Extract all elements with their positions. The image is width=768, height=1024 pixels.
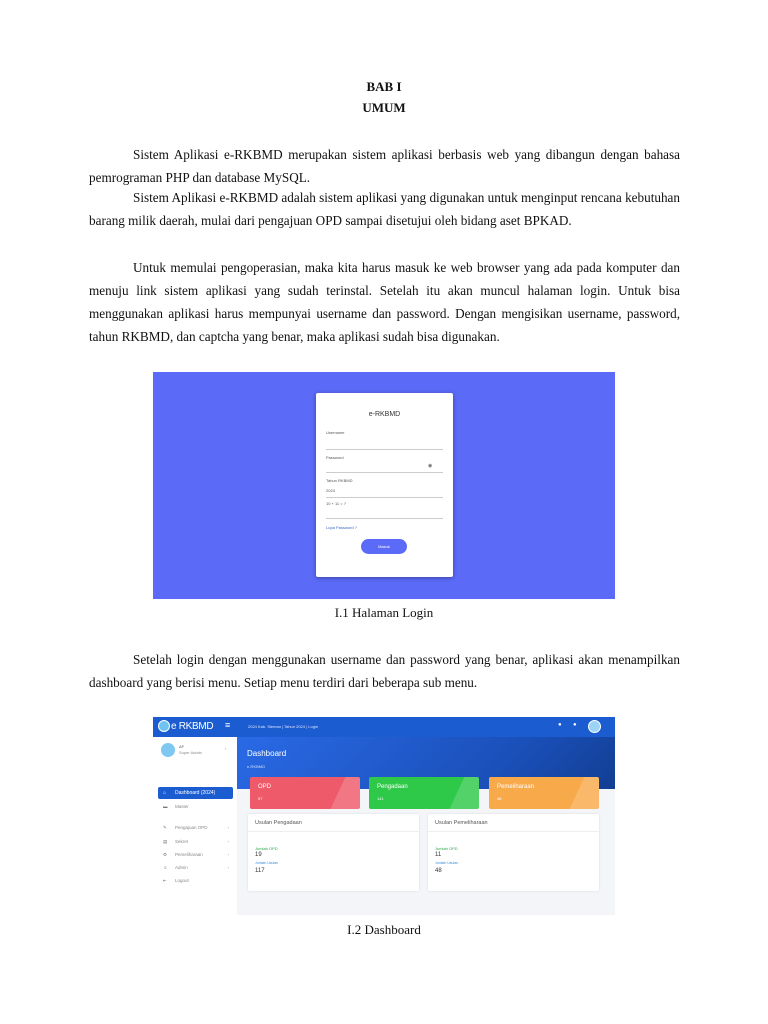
brand-logo-icon bbox=[158, 720, 170, 732]
stat-card-pemeliharaan[interactable] bbox=[489, 777, 599, 809]
stat-label: OPD bbox=[258, 784, 272, 790]
panel-label: Jumlah OPD bbox=[255, 846, 278, 851]
avatar[interactable] bbox=[588, 720, 601, 733]
user-role: Super Admin bbox=[179, 750, 202, 755]
paragraph-4 bbox=[89, 648, 680, 694]
panel-title: Usulan Pengadaan bbox=[255, 820, 302, 826]
chevron-right-icon: › bbox=[227, 825, 229, 830]
panel-label: Jumlah Usulan bbox=[435, 861, 459, 865]
stat-label: Pengadaan bbox=[377, 784, 408, 790]
chevron-right-icon: › bbox=[227, 852, 229, 857]
breadcrumb: e-RKBMD bbox=[247, 764, 266, 769]
paragraph-3 bbox=[89, 256, 680, 348]
panel-label: Jumlah Usulan bbox=[255, 861, 279, 865]
sidebar-item-label: Pemeliharaan bbox=[175, 852, 203, 857]
username-field[interactable] bbox=[326, 449, 443, 450]
chevron-down-icon[interactable]: › bbox=[225, 746, 227, 751]
figure-2-caption: I.2 Dashboard bbox=[347, 922, 421, 937]
figure-1-caption: I.1 Halaman Login bbox=[334, 605, 434, 620]
sidebar-item-label: Master bbox=[175, 804, 189, 809]
chevron-right-icon: › bbox=[227, 839, 229, 844]
panel-usulan-pengadaan bbox=[248, 814, 419, 891]
year-value[interactable]: 2024 bbox=[326, 488, 335, 493]
edit-icon: ✎ bbox=[163, 825, 167, 830]
panel-value: 11 bbox=[435, 852, 442, 858]
panel-value: 117 bbox=[255, 868, 265, 874]
chapter-title: UMUM bbox=[362, 100, 406, 115]
bell-icon[interactable]: ● bbox=[558, 722, 562, 728]
paragraph-1 bbox=[89, 143, 680, 189]
login-app-title: e-RKBMD bbox=[368, 411, 401, 418]
stat-card-pengadaan[interactable] bbox=[369, 777, 479, 809]
stat-value: 57 bbox=[258, 796, 263, 801]
username-label: Username bbox=[326, 430, 345, 435]
stat-label: Pemeliharaan bbox=[497, 784, 535, 790]
panel-usulan-pemeliharaan bbox=[428, 814, 599, 891]
sidebar-item-master[interactable] bbox=[158, 802, 233, 812]
captcha-value[interactable]: 10 + 11 = ? bbox=[326, 501, 346, 506]
dashboard-screenshot bbox=[153, 717, 615, 915]
page-title: Dashboard bbox=[247, 749, 287, 758]
file-icon: ▤ bbox=[163, 839, 168, 844]
captcha-field[interactable] bbox=[326, 518, 443, 519]
gear-icon[interactable]: ● bbox=[573, 722, 577, 728]
panel-label: Jumlah OPD bbox=[435, 846, 458, 851]
password-label: Password bbox=[326, 455, 344, 460]
forgot-password-link[interactable]: Lupa Password ? bbox=[326, 525, 357, 530]
paragraph-4-text: Setelah login dengan menggunakan username dan password yang benar, aplikasi akan menampilkan dashboard yang berisi menu. Setiap menu terdiri dari beberapa sub menu. bbox=[89, 652, 680, 690]
dashboard-sidebar bbox=[153, 737, 237, 915]
sidebar-item-dashboard[interactable] bbox=[158, 787, 233, 799]
panel-value: 19 bbox=[255, 852, 262, 858]
stat-card-opd[interactable] bbox=[250, 777, 360, 809]
hamburger-icon[interactable]: ≡ bbox=[225, 720, 231, 730]
sidebar-item-label: Dashboard (2024) bbox=[175, 790, 216, 796]
login-button[interactable]: Masuk bbox=[361, 539, 407, 554]
year-label: Tahun RKBMD bbox=[326, 478, 353, 483]
user-name: AF bbox=[179, 744, 185, 749]
wrench-icon: ⚙ bbox=[163, 852, 168, 857]
sidebar-item-admin[interactable] bbox=[158, 863, 233, 873]
sidebar-item-pemeliharaan[interactable] bbox=[158, 850, 233, 860]
login-card bbox=[316, 393, 453, 577]
database-icon: ▬ bbox=[163, 804, 168, 809]
paragraph-3-text: Untuk memulai pengoperasian, maka kita harus masuk ke web browser yang ada pada komputer dan menuju link sistem aplikasi yang sudah terinstal. Setelah itu akan muncul halaman login. Untuk bisa menggunakan aplikasi harus mempunyai username dan password. Dengan mengisikan username, password, tahun RKBMD, dan captcha yang benar, maka aplikasi sudah bisa digunakan. bbox=[89, 260, 680, 344]
divider bbox=[248, 831, 419, 832]
stat-value: 48 bbox=[497, 796, 502, 801]
panel-title: Usulan Pemeliharaan bbox=[435, 820, 488, 826]
stat-value: 141 bbox=[377, 796, 384, 801]
year-field[interactable] bbox=[326, 497, 443, 498]
dashboard-topbar bbox=[153, 717, 615, 737]
sidebar-item-pengajuan-opd[interactable] bbox=[158, 823, 233, 833]
panel-value: 48 bbox=[435, 868, 442, 874]
topbar-info: 2024 Kab. Sleman | Tahun 2024 | Login bbox=[248, 724, 319, 729]
home-icon: ⌂ bbox=[163, 790, 167, 796]
password-field[interactable] bbox=[326, 472, 443, 473]
paragraph-2-text: Sistem Aplikasi e-RKBMD adalah sistem aplikasi yang digunakan untuk menginput rencana kebutuhan barang milik daerah, mulai dari pengajuan OPD sampai disetujui oleh bidang aset BPKAD. bbox=[89, 190, 680, 228]
user-avatar bbox=[161, 743, 175, 757]
sidebar-item-label: Sekret bbox=[175, 839, 189, 844]
sidebar-item-label: Logout bbox=[175, 878, 189, 883]
sidebar-item-sekret[interactable] bbox=[158, 837, 233, 847]
paragraph-1-text: Sistem Aplikasi e-RKBMD merupakan sistem aplikasi berbasis web yang dibangun dengan bahasa pemrograman PHP dan database MySQL. bbox=[89, 147, 680, 185]
eye-icon[interactable]: ◉ bbox=[428, 463, 433, 469]
login-screenshot bbox=[153, 372, 615, 599]
sidebar-item-label: Admin bbox=[175, 865, 188, 870]
chevron-right-icon: › bbox=[227, 865, 229, 870]
sidebar-item-logout[interactable] bbox=[158, 876, 233, 886]
divider bbox=[428, 831, 599, 832]
users-icon: ☺ bbox=[163, 865, 168, 870]
paragraph-2 bbox=[89, 186, 680, 232]
brand-name[interactable]: e RKBMD bbox=[171, 721, 214, 732]
sidebar-item-label: Pengajuan OPD bbox=[175, 825, 208, 830]
chapter-label: BAB I bbox=[366, 79, 402, 94]
logout-icon: ⇤ bbox=[163, 878, 167, 883]
